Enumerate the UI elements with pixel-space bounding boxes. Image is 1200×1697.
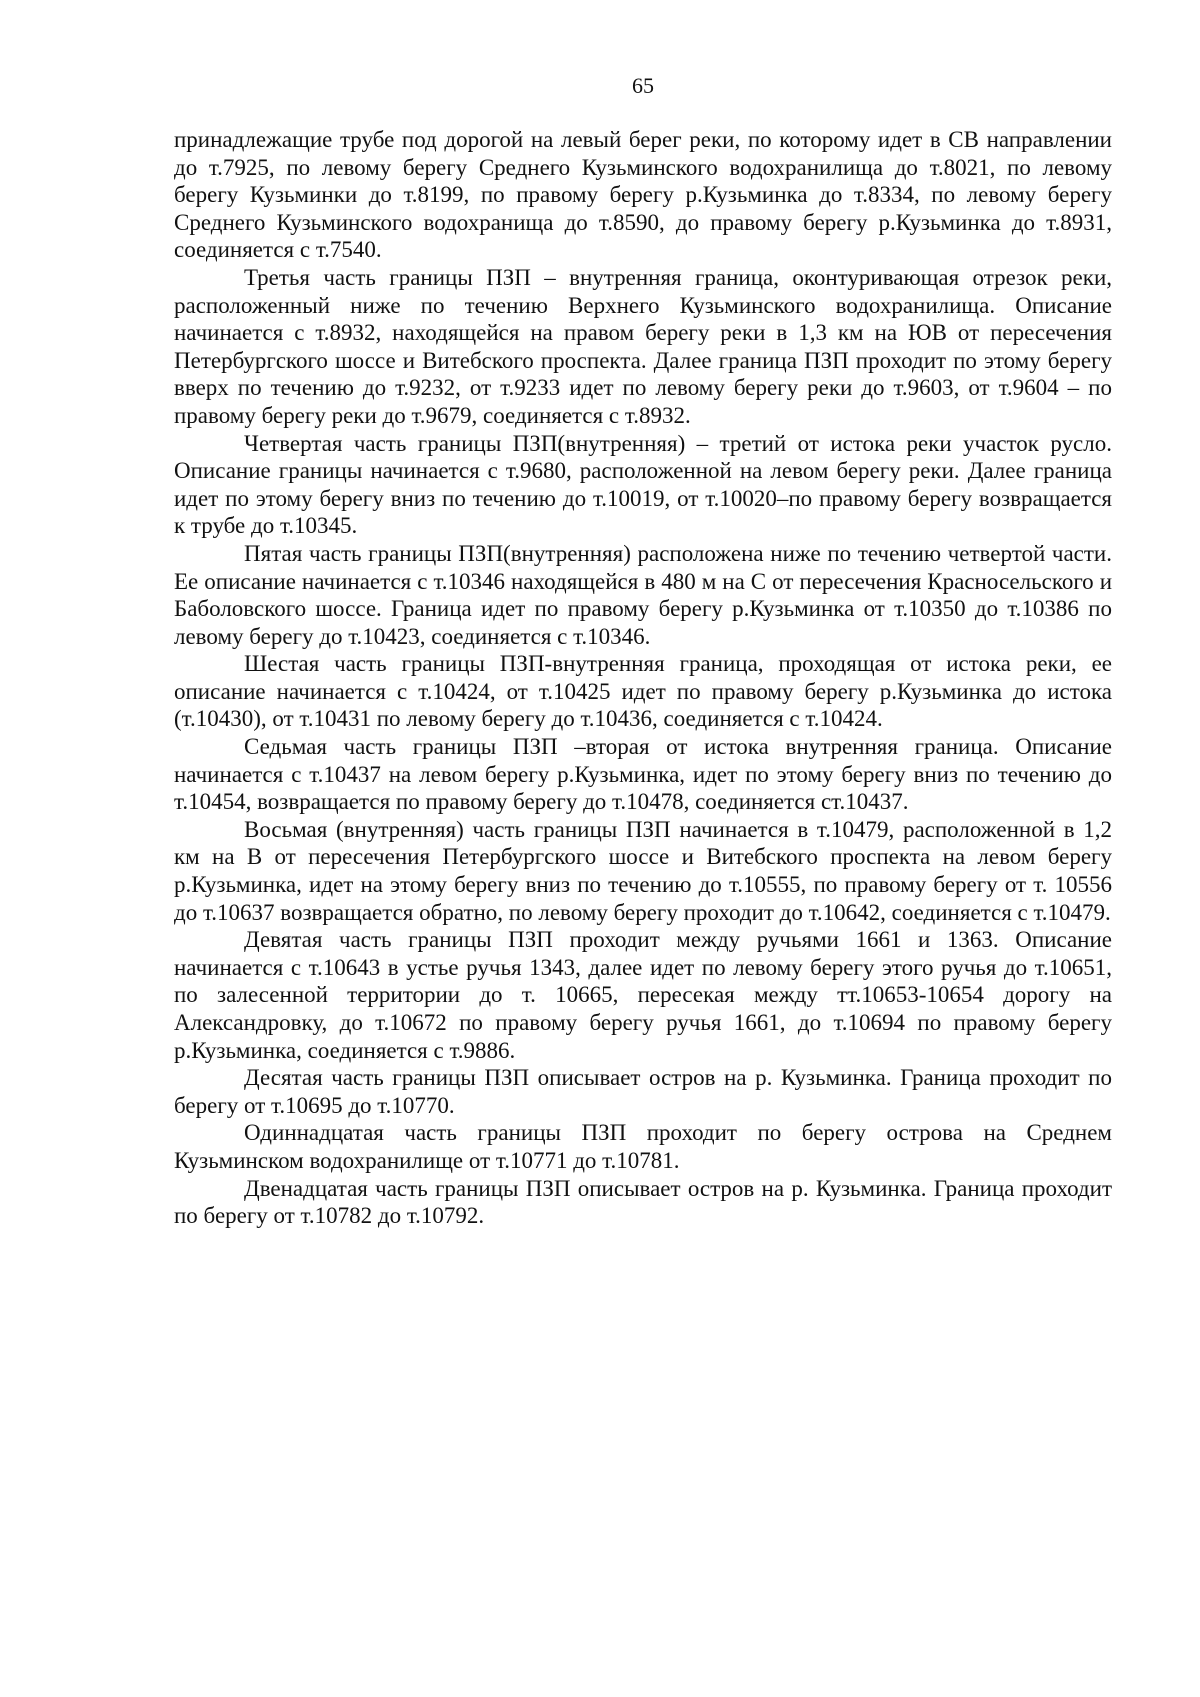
paragraph-seventh-part: Седьмая часть границы ПЗП –вторая от истока внутренняя граница. Описание начинается с т.10437 на левом берегу р.Кузьминка, идет по этому берегу вниз по течению до т.10454, возвращается по правому берегу до т.10478, соединяется ст.10437.: [174, 734, 1112, 815]
paragraph-eleventh-part: Одиннадцатая часть границы ПЗП проходит по берегу острова на Среднем Кузьминском водохранилище от т.10771 до т.10781.: [174, 1120, 1112, 1173]
paragraph-fifth-part: Пятая часть границы ПЗП(внутренняя) расположена ниже по течению четвертой части. Ее описание начинается с т.10346 находящейся в 480 м на С от пересечения Красносельского и Баболовского шоссе. Граница идет по правому берегу р.Кузьминка от т.10350 до т.10386 по левому берегу до т.10423, соединяется с т.10346.: [174, 540, 1112, 649]
document-body: [174, 126, 1112, 1230]
paragraph-sixth-part: Шестая часть границы ПЗП-внутренняя граница, проходящая от истока реки, ее описание начинается с т.10424, от т.10425 идет по правому берегу р.Кузьминка до истока (т.10430), от т.10431 по левому берегу до т.10436, соединяется с т.10424.: [174, 651, 1112, 732]
page-number: 65: [632, 73, 654, 98]
paragraph-fourth-part: Четвертая часть границы ПЗП(внутренняя) – третий от истока реки участок русло. Описание границы начинается с т.9680, расположенной на левом берегу реки. Далее граница идет по этому берегу вниз по течению до т.10019, от т.10020–по правому берегу возвращается к трубе до т.10345.: [174, 430, 1112, 539]
paragraph-third-part: Третья часть границы ПЗП – внутренняя граница, оконтуривающая отрезок реки, расположенный ниже по течению Верхнего Кузьминского водохранилища. Описание начинается с т.8932, находящейся на правом берегу реки в 1,3 км на ЮВ от пересечения Петербургского шоссе и Витебского проспекта. Далее граница ПЗП проходит по этому берегу вверх по течению до т.9232, от т.9233 идет по левому берегу реки до т.9603, от т.9604 – по правому берегу реки до т.9679, соединяется с т.8932.: [174, 264, 1112, 428]
paragraph-tenth-part: Десятая часть границы ПЗП описывает остров на р. Кузьминка. Граница проходит по берегу от т.10695 до т.10770.: [174, 1065, 1112, 1118]
paragraph-continuation: принадлежащие трубе под дорогой на левый берег реки, по которому идет в СВ направлении до т.7925, по левому берегу Среднего Кузьминского водохранилища до т.8021, по левому берегу Кузьминки до т.8199, по правому берегу р.Кузьминка до т.8334, по левому берегу Среднего Кузьминского водохранища до т.8590, до правому берегу р.Кузьминка до т.8931, соединяется с т.7540.: [174, 127, 1112, 263]
paragraph-eighth-part: Восьмая (внутренняя) часть границы ПЗП начинается в т.10479, расположенной в 1,2 км на В от пересечения Петербургского шоссе и Витебского проспекта на левом берегу р.Кузьминка, идет на этому берегу вниз по течению до т.10555, по правому берегу от т. 10556 до т.10637 возвращается обратно, по левому берегу проходит до т.10642, соединяется с т.10479.: [174, 816, 1112, 925]
paragraph-ninth-part: Девятая часть границы ПЗП проходит между ручьями 1661 и 1363. Описание начинается с т.10643 в устье ручья 1343, далее идет по левому берегу этого ручья до т.10651, по залесенной территории до т. 10665, пересекая между тт.10653-10654 дорогу на Александровку, до т.10672 по правому берегу ручья 1661, до т.10694 по правому берегу р.Кузьминка, соединяется с т.9886.: [174, 927, 1112, 1063]
paragraph-twelfth-part: Двенадцатая часть границы ПЗП описывает остров на р. Кузьминка. Граница проходит по берегу от т.10782 до т.10792.: [174, 1175, 1112, 1229]
